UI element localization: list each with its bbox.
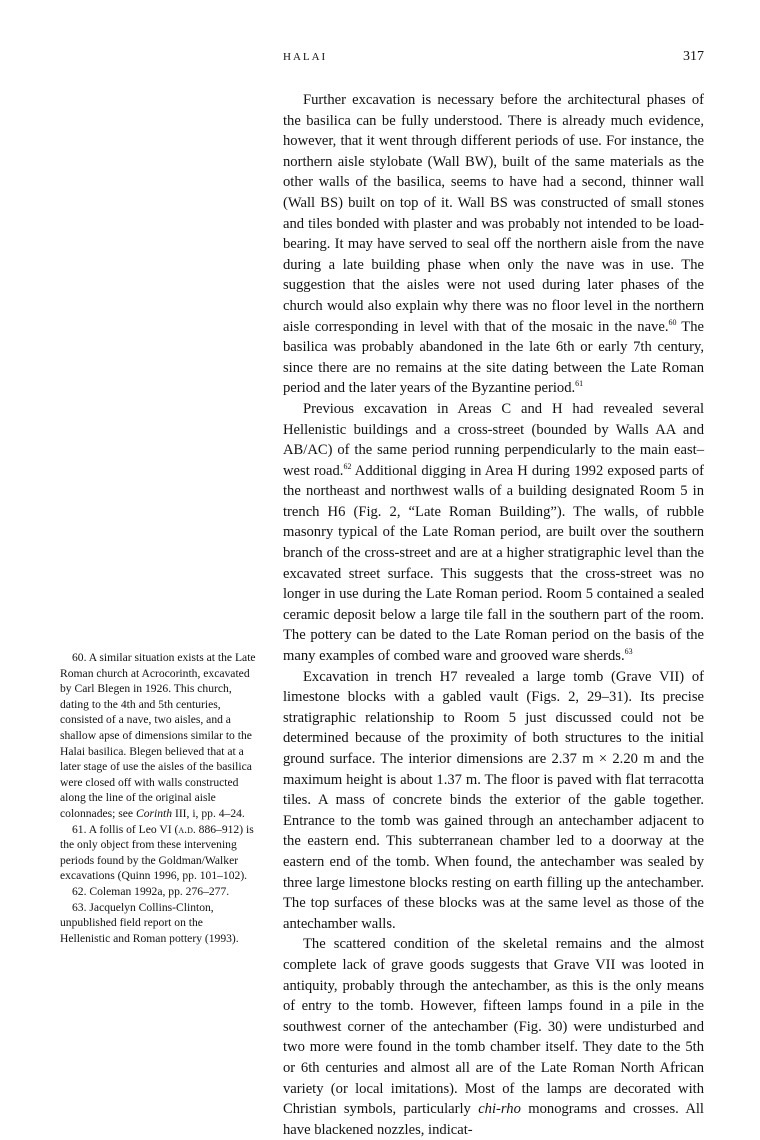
footnotes xyxy=(60,650,256,946)
paragraph-4: The scattered condition of the skeletal remains and the almost complete lack of grave goods suggests that Grave VII was looted in antiquity, probably through the antechamber, as this is the only means of entry to the tomb. However, fifteen lamps found in a pile in the southwest corner of the antechamber (Fig. 30) were undisturbed and two more were found in the tomb chamber itself. They date to the 5th or 6th centuries and almost all are of the Late Roman North African variety (or local imitations). Most of the lamps are decorated with Christian symbols, particularly chi-rho monograms and crosses. All have blackened nozzles, indicat- xyxy=(283,936,704,1138)
footnote-ref-61: 61 xyxy=(575,379,584,389)
footnote-62: 62. Coleman 1992a, pp. 276–277. xyxy=(72,884,230,898)
footnote-ref-62: 62 xyxy=(343,461,352,471)
main-text-column xyxy=(283,90,704,1140)
footnote-ref-63: 63 xyxy=(624,647,633,657)
footnote-61: 61. A follis of Leo VI (a.d. 886–912) is the only object from these intervening periods found by the Goldman/Walker excavations (Quinn 1996, pp. 101–102). xyxy=(60,822,254,883)
footnote-60: 60. A similar situation exists at the Late Roman church at Acrocorinth, excavated by Carl Blegen in 1926. This church, dating to the 4th and 5th centuries, consisted of a nave, two aisles, and a shallow apse of dimensions similar to the Halai basilica. Blegen believed that at a later stage of use the aisles of the basilica were closed off with walls constructed along the line of the original aisle colonnades; see Corinth III, i, pp. 4–24. xyxy=(60,651,256,820)
page-number: 317 xyxy=(683,49,704,64)
paragraph-3: Excavation in trench H7 revealed a large tomb (Grave VII) of limestone blocks with a gabled vault (Figs. 2, 29–31). Its precise stratigraphic relationship to Room 5 just discussed could not be determined because of the proximity of both structures to the initial ground surface. The interior dimensions are 2.37 m × 2.20 m and the maximum height is about 1.37 m. The floor is paved with flat terracotta tiles. A mass of concrete binds the exterior of the gable together. Entrance to the tomb was gained through an antechamber adjacent to the eastern end. This subterranean chamber led to a doorway at the eastern end of the tomb. When found, the antechamber was sealed by three large limestone blocks resting on earth filling up the antechamber. The top surfaces of these blocks was at the same level as those of the antechamber walls. xyxy=(283,668,704,932)
paragraph-1: Further excavation is necessary before the architectural phases of the basilica can be fully understood. There is already much evidence, however, that it went through different periods of use. For instance, the northern aisle stylobate (Wall BW), built of the same materials as the other walls of the basilica, seems to have had a second, thinner wall (Wall BS) built on top of it. Wall BS was constructed of small stones and tiles bonded with plaster and was probably not intended to be load-bearing. It may have served to seal off the northern aisle from the nave during a late building phase when only the nave was in use. The suggestion that the aisles were not used during later phases of the church would also explain why there was no floor level in the northern aisle corresponding in level with that of the mosaic in the nave.$^{60}$ The basilica was probably abandoned in the late 6th or early 7th century, since there are no remains at the site dating between the Late Roman period and the later years of the Byzantine period.$^{61}$ xyxy=(283,92,705,397)
footnote-63: 63. Jacquelyn Collins-Clinton, unpublished field report on the Hellenistic and Roman pottery (1993). xyxy=(60,900,239,945)
running-head-title: HALAI xyxy=(283,51,328,63)
footnote-ref-60: 60 xyxy=(668,317,677,327)
paragraph-2: Previous excavation in Areas C and H had revealed several Hellenistic buildings and a cross-street (bounded by Walls AA and AB/AC) of the same period running perpendicularly to the main east–west road.$^{62}$ Additional digging in Area H during 1992 exposed parts of the northeast and northwest walls of a building designated Room 5 in trench H6 (Fig. 2, “Late Roman Building”). The walls, of rubble masonry typical of the Late Roman period, are built over the southern branch of the cross-street and are at a higher stratigraphic level than the excavated street surface. This suggests that the cross-street was no longer in use during the Late Roman period. Room 5 contained a sealed ceramic deposit below a large tile fall in the southern part of the room. The pottery can be dated to the Late Roman period on the basis of the many examples of combed ware and grooved ware sherds.$^{63}$ xyxy=(283,400,704,665)
running-head xyxy=(283,51,704,67)
